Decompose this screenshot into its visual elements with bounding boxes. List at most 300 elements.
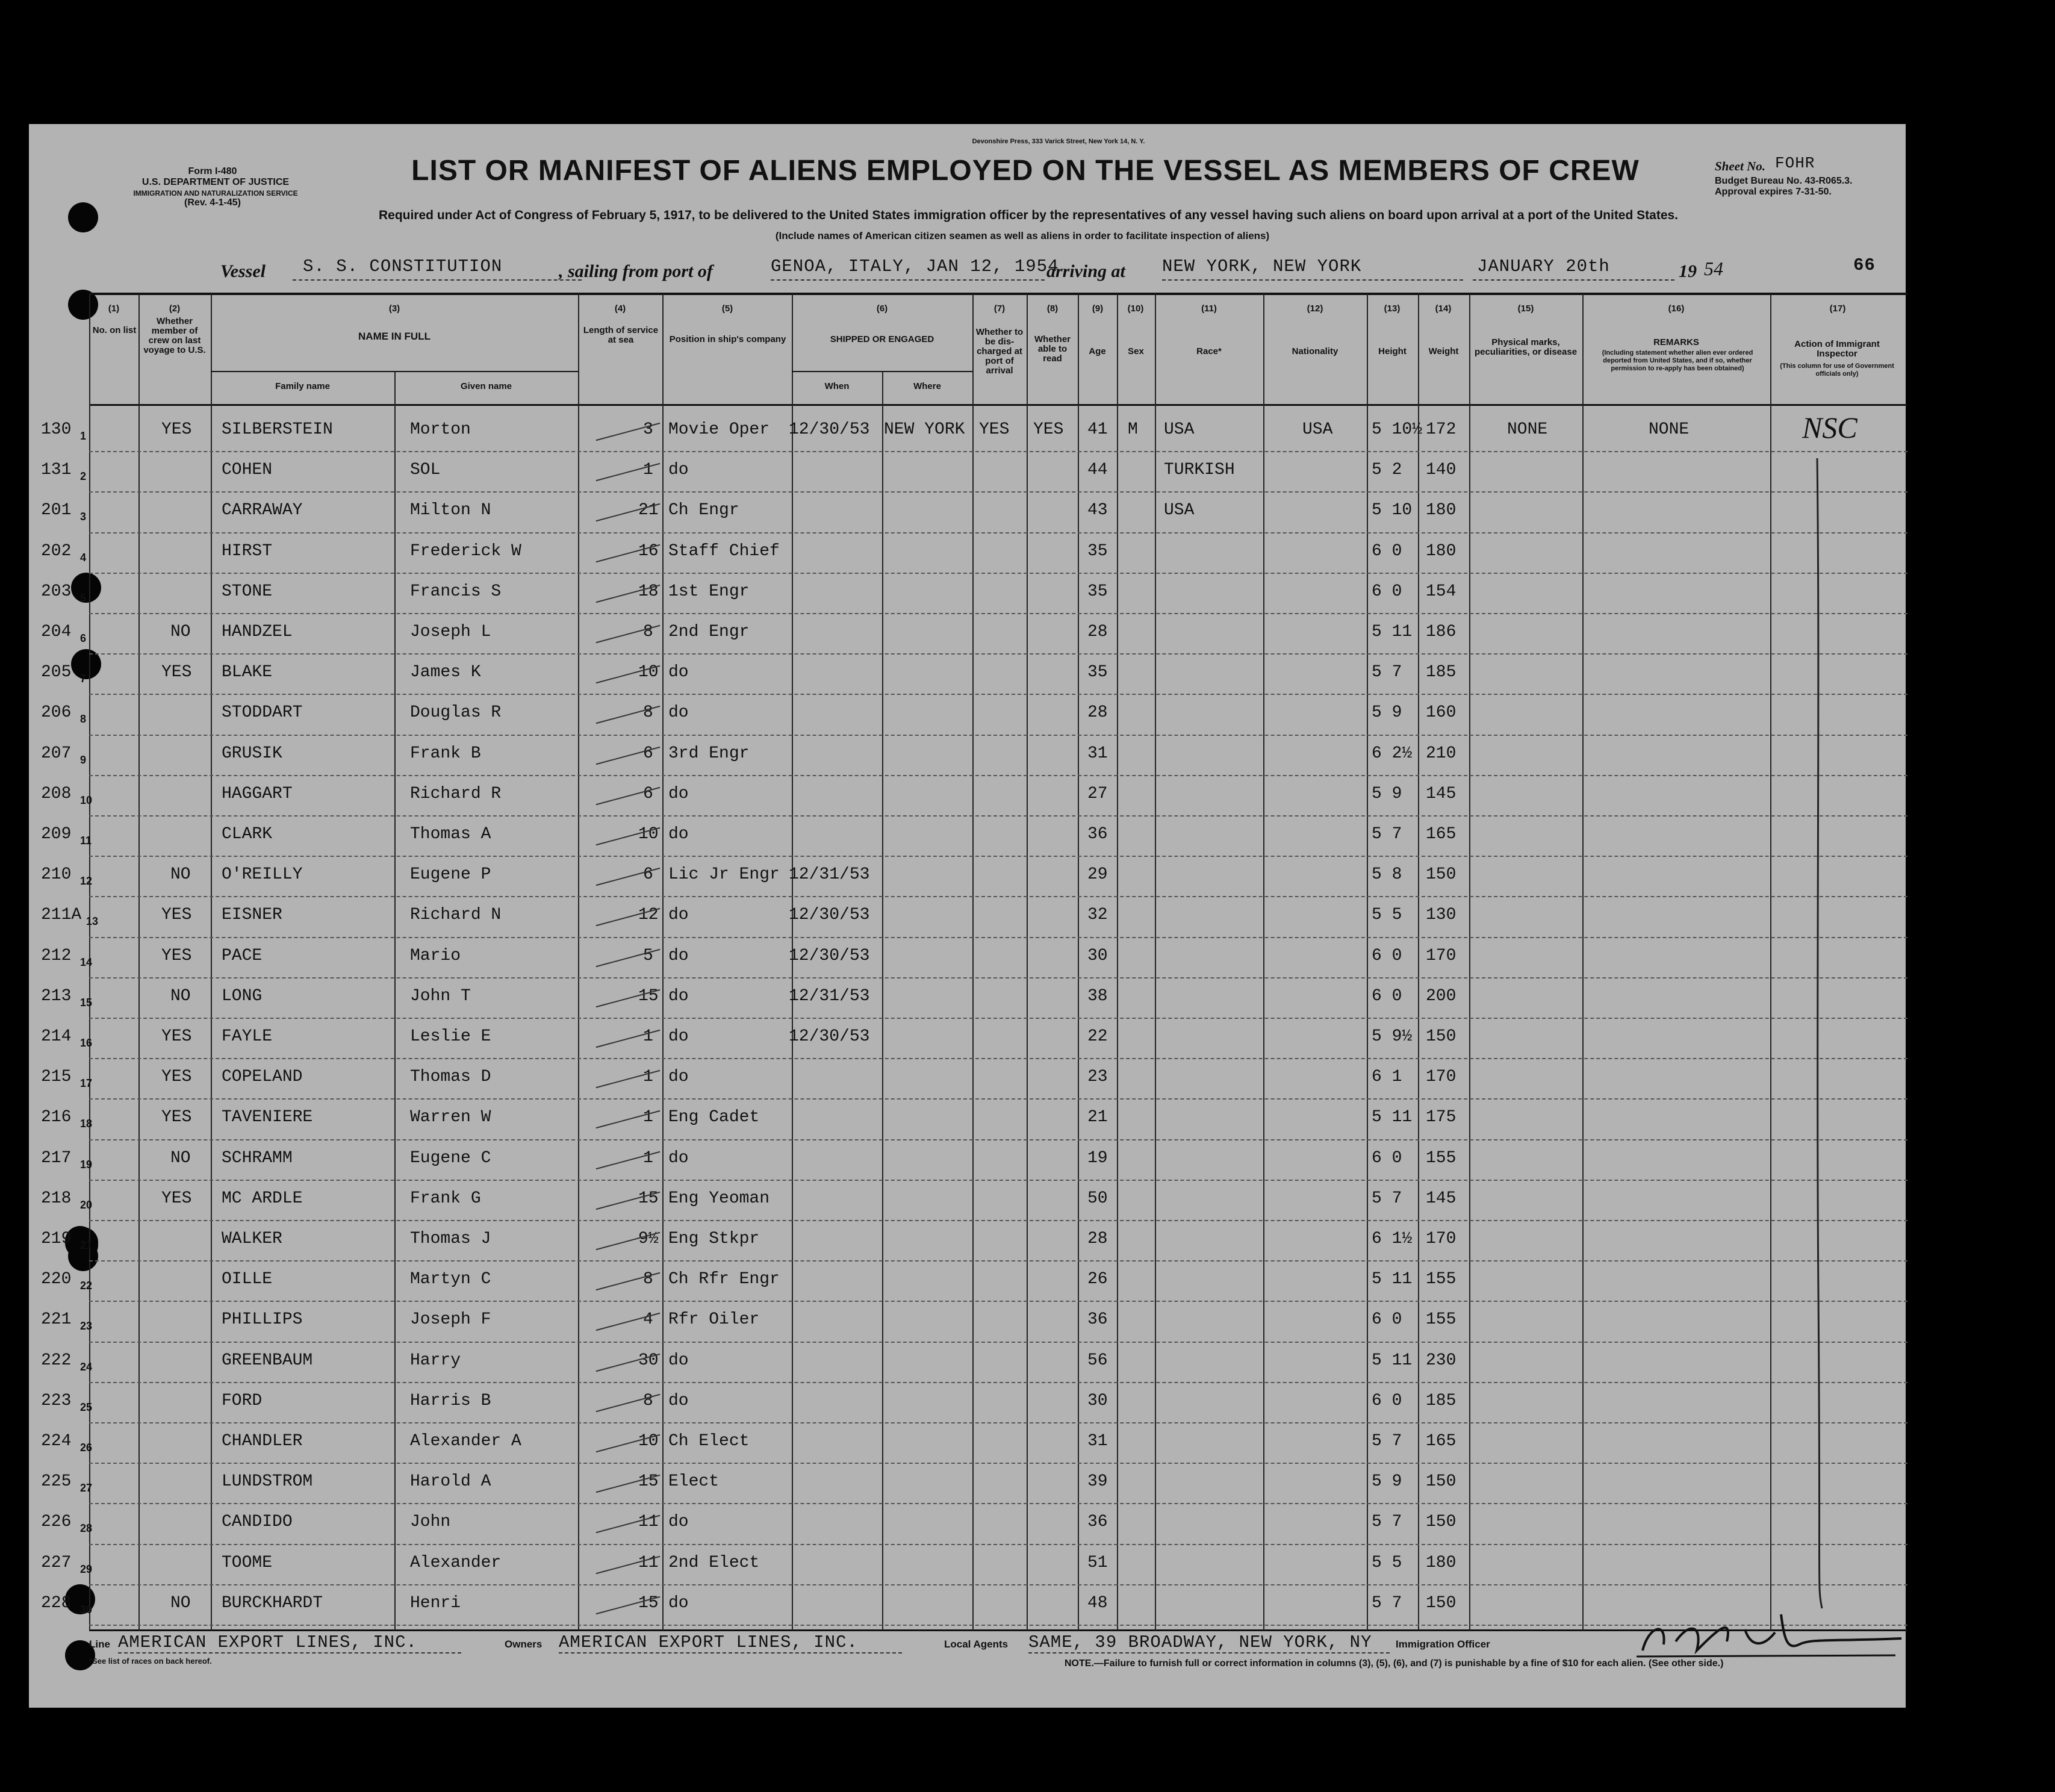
row-separator: [89, 1058, 1907, 1059]
line-label: Line: [89, 1638, 110, 1650]
service-cell: 10: [638, 1432, 659, 1451]
row-separator: [89, 1544, 1907, 1545]
height-cell: 5 11: [1372, 623, 1413, 641]
table-row: [29, 737, 1906, 777]
arrival-underline: [1162, 279, 1463, 281]
revision: (Rev. 4-1-45): [184, 198, 241, 208]
age-cell: 28: [1087, 703, 1108, 723]
weight-cell: 170: [1426, 1068, 1457, 1087]
col13-header: Height: [1378, 346, 1407, 356]
family-name-cell: WALKER: [222, 1230, 282, 1248]
position-cell: Movie Oper: [668, 420, 770, 439]
given-name-cell: Richard R: [410, 784, 502, 803]
row-separator: [89, 451, 1907, 452]
ref-number-cell: 209: [41, 825, 72, 844]
line-number-cell: 13: [86, 915, 99, 928]
age-cell: 31: [1087, 744, 1108, 763]
line-number-cell: 27: [80, 1482, 93, 1495]
discharged-cell: YES: [979, 420, 1010, 439]
family-name-cell: LONG: [222, 986, 263, 1006]
table-row: [29, 939, 1906, 980]
service-cell: 15: [638, 1593, 659, 1613]
weight-cell: 230: [1426, 1351, 1457, 1370]
weight-cell: 155: [1426, 1310, 1457, 1330]
height-cell: 5 7: [1372, 663, 1402, 682]
member-cell: YES: [161, 663, 192, 682]
weight-cell: 160: [1426, 703, 1457, 723]
position-cell: do: [668, 1513, 689, 1532]
member-cell: NO: [170, 623, 191, 641]
table-row: [29, 413, 1906, 453]
line-number-cell: 19: [80, 1158, 93, 1171]
age-cell: 43: [1087, 501, 1108, 520]
height-cell: 5 7: [1372, 1432, 1402, 1451]
row-separator: [89, 1584, 1907, 1585]
service-cell: 3: [643, 420, 653, 439]
family-name-cell: FAYLE: [222, 1027, 273, 1046]
family-name-cell: TOOME: [222, 1553, 273, 1572]
owners-underline: [559, 1652, 902, 1654]
height-cell: 5 5: [1372, 906, 1402, 925]
position-cell: Eng Yeoman: [668, 1189, 770, 1208]
ref-number-cell: 205: [41, 663, 72, 682]
height-cell: 5 11: [1372, 1270, 1413, 1289]
col8-header: Whether able to read: [1034, 334, 1071, 364]
height-cell: 5 7: [1372, 1593, 1402, 1613]
height-cell: 6 1: [1372, 1068, 1402, 1087]
given-name-cell: Joseph L: [410, 623, 491, 641]
age-cell: 38: [1087, 986, 1108, 1006]
table-row: [29, 980, 1906, 1020]
col4-header: Length of service at sea: [583, 325, 659, 345]
officer-label: Immigration Officer: [1396, 1638, 1490, 1650]
member-cell: YES: [161, 1108, 192, 1127]
name-subheader-line: [211, 371, 578, 372]
ref-number-cell: 204: [41, 623, 72, 641]
member-cell: NO: [170, 986, 191, 1006]
height-cell: 6 0: [1372, 541, 1402, 561]
table-row: [29, 1465, 1906, 1505]
age-cell: 28: [1087, 623, 1108, 641]
sailing-label: , sailing from port of: [559, 261, 713, 281]
weight-cell: 185: [1426, 1391, 1457, 1410]
shipped-when-header: When: [824, 381, 850, 391]
page-number: 66: [1853, 255, 1876, 275]
ref-number-cell: 216: [41, 1108, 72, 1127]
family-name-cell: BLAKE: [222, 663, 273, 682]
age-cell: 23: [1087, 1068, 1108, 1087]
shipped-where-cell: NEW YORK: [884, 420, 965, 439]
family-name-cell: TAVENIERE: [222, 1108, 313, 1127]
service-cell: 18: [638, 582, 659, 601]
position-cell: Staff Chief: [668, 541, 780, 561]
col17-subheader: (This column for use of Government officials only): [1780, 362, 1894, 378]
position-cell: Lic Jr Engr: [668, 865, 780, 885]
position-cell: do: [668, 1148, 689, 1168]
table-row: [29, 1587, 1906, 1627]
height-cell: 6 0: [1372, 986, 1402, 1006]
service-cell: 1: [643, 1068, 653, 1087]
sheet-no-value: FOHR: [1775, 154, 1815, 172]
family-name-cell: FORD: [222, 1391, 263, 1410]
service-cell: 10: [638, 663, 659, 682]
age-cell: 56: [1087, 1351, 1108, 1370]
height-cell: 6 0: [1372, 1310, 1402, 1330]
row-separator: [89, 694, 1907, 695]
age-cell: 36: [1087, 1310, 1108, 1330]
given-name-cell: Douglas R: [410, 703, 502, 723]
age-cell: 35: [1087, 582, 1108, 601]
col6-number: (6): [876, 303, 888, 314]
height-cell: 5 11: [1372, 1351, 1413, 1370]
service-cell: 6: [643, 744, 653, 763]
member-cell: NO: [170, 1148, 191, 1168]
col17-header: Action of Immigrant Inspector: [1794, 339, 1880, 359]
family-name-cell: BURCKHARDT: [222, 1593, 323, 1613]
height-cell: 5 9½: [1372, 1027, 1413, 1046]
age-cell: 50: [1087, 1189, 1108, 1208]
family-name-cell: PHILLIPS: [222, 1310, 303, 1330]
age-cell: 44: [1087, 461, 1108, 480]
weight-cell: 150: [1426, 1513, 1457, 1532]
line-number-cell: 18: [80, 1118, 93, 1130]
table-top-border: [89, 293, 1907, 295]
family-name-cell: COHEN: [222, 461, 273, 480]
table-row: [29, 1142, 1906, 1182]
table-row: [29, 1020, 1906, 1060]
owners-value: AMERICAN EXPORT LINES, INC.: [559, 1632, 858, 1652]
given-name-cell: Thomas J: [410, 1230, 491, 1248]
shipped-when-cell: 12/30/53: [789, 946, 870, 965]
family-name-header: Family name: [275, 381, 330, 391]
col14-header: Weight: [1428, 346, 1459, 356]
ref-number-cell: 221: [41, 1310, 72, 1330]
line-number-cell: 25: [80, 1401, 93, 1413]
service-cell: 5: [643, 946, 653, 965]
position-cell: 2nd Elect: [668, 1553, 760, 1572]
sheet-no-label: Sheet No.: [1715, 159, 1765, 173]
height-cell: 6 0: [1372, 1391, 1402, 1410]
position-cell: do: [668, 906, 689, 925]
height-cell: 5 7: [1372, 825, 1402, 844]
position-cell: do: [668, 986, 689, 1006]
line-number-cell: 14: [80, 956, 93, 968]
line-number-cell: 16: [80, 1037, 93, 1049]
table-row: [29, 1182, 1906, 1222]
ref-number-cell: 224: [41, 1432, 72, 1451]
member-cell: YES: [161, 420, 192, 439]
row-separator: [89, 1301, 1907, 1302]
weight-cell: 155: [1426, 1148, 1457, 1168]
race-cell: TURKISH: [1164, 461, 1235, 480]
col5-header: Position in ship's company: [669, 334, 786, 344]
table-row: [29, 1303, 1906, 1343]
table-row: [29, 1344, 1906, 1384]
age-cell: 28: [1087, 1230, 1108, 1248]
service-cell: 15: [638, 986, 659, 1006]
shipped-where-header: Where: [913, 381, 941, 391]
service-cell: 8: [643, 1391, 653, 1410]
service-cell: 1: [643, 1027, 653, 1046]
given-name-cell: Warren W: [410, 1108, 491, 1127]
service-cell: 6: [643, 865, 653, 885]
height-cell: 5 7: [1372, 1189, 1402, 1208]
service-cell: 21: [638, 501, 659, 520]
ref-number-cell: 220: [41, 1270, 72, 1289]
line-number-cell: 17: [80, 1077, 93, 1090]
col5-number: (5): [721, 303, 733, 314]
row-separator: [89, 1139, 1907, 1140]
vessel-label: Vessel: [220, 261, 266, 281]
age-cell: 26: [1087, 1270, 1108, 1289]
given-name-cell: Francis S: [410, 582, 502, 601]
col12-header: Nationality: [1292, 346, 1338, 356]
able-to-read-cell: YES: [1033, 420, 1064, 439]
form-subtitle: Required under Act of Congress of February 5, 1917, to be delivered to the United States immigration officer by the representatives of any vessel having such aliens on board upon arrival at a port of the United States.: [378, 208, 1679, 222]
line-number-cell: 3: [80, 511, 87, 523]
ref-number-cell: 131: [41, 461, 72, 480]
given-name-cell: James K: [410, 663, 481, 682]
shipped-when-cell: 12/30/53: [789, 420, 870, 439]
position-cell: do: [668, 1068, 689, 1087]
col14-number: (14): [1435, 303, 1452, 314]
col15-number: (15): [1517, 303, 1534, 314]
position-cell: do: [668, 703, 689, 723]
sailing-port: GENOA, ITALY, JAN 12, 1954: [771, 257, 1059, 276]
height-cell: 6 0: [1372, 582, 1402, 601]
member-cell: NO: [170, 1593, 191, 1613]
height-cell: 5 10½: [1372, 420, 1423, 439]
line-number-cell: 21: [80, 1239, 93, 1251]
nationality-cell: USA: [1302, 420, 1333, 439]
row-separator: [89, 491, 1907, 493]
col3-number: (3): [388, 303, 400, 314]
given-name-cell: Frank G: [410, 1189, 481, 1208]
family-name-cell: STODDART: [222, 703, 303, 723]
col2-header: Whether member of crew on last voyage to U.S.: [143, 316, 206, 355]
line-number-cell: 30: [80, 1603, 93, 1616]
weight-cell: 210: [1426, 744, 1457, 763]
weight-cell: 186: [1426, 623, 1457, 641]
line-number-cell: 4: [80, 551, 87, 564]
service-cell: 10: [638, 825, 659, 844]
position-cell: do: [668, 1391, 689, 1410]
table-row: [29, 494, 1906, 534]
position-cell: 1st Engr: [668, 582, 750, 601]
age-cell: 51: [1087, 1553, 1108, 1572]
service-cell: 8: [643, 703, 653, 723]
line-value: AMERICAN EXPORT LINES, INC.: [118, 1632, 417, 1652]
ref-number-cell: 222: [41, 1351, 72, 1370]
col16-header: REMARKS: [1653, 337, 1699, 347]
inspector-initials: NSC: [1802, 411, 1858, 444]
service-cell: 15: [638, 1472, 659, 1492]
given-name-cell: Eugene P: [410, 865, 491, 885]
line-number-cell: 6: [80, 632, 87, 644]
weight-cell: 185: [1426, 663, 1457, 682]
line-number-cell: 2: [80, 470, 87, 483]
service-cell: 8: [643, 1270, 653, 1289]
table-row: [29, 615, 1906, 656]
form-subtitle2: (Include names of American citizen seamen as well as aliens in order to facilitate inspection of aliens): [775, 230, 1270, 241]
given-name-cell: Richard N: [410, 906, 502, 925]
ref-number-cell: 201: [41, 501, 72, 520]
weight-cell: 172: [1426, 420, 1457, 439]
age-cell: 22: [1087, 1027, 1108, 1046]
physical-marks-cell: NONE: [1507, 420, 1548, 439]
given-name-cell: Martyn C: [410, 1270, 491, 1289]
weight-cell: 170: [1426, 1230, 1457, 1248]
col13-number: (13): [1384, 303, 1401, 314]
member-cell: YES: [161, 1189, 192, 1208]
family-name-cell: GRUSIK: [222, 744, 282, 763]
height-cell: 6 0: [1372, 1148, 1402, 1168]
row-separator: [89, 1503, 1907, 1504]
table-row: [29, 818, 1906, 858]
height-cell: 5 8: [1372, 865, 1402, 885]
line-number-cell: 5: [80, 591, 87, 604]
col10-number: (10): [1127, 303, 1144, 314]
col3-header: NAME IN FULL: [358, 331, 431, 342]
year-value: 54: [1704, 258, 1723, 279]
line-number-cell: 7: [80, 673, 87, 685]
family-name-cell: HANDZEL: [222, 623, 293, 641]
manifest-sheet: [29, 124, 1906, 1708]
family-name-cell: CLARK: [222, 825, 273, 844]
family-name-cell: EISNER: [222, 906, 282, 925]
shipped-when-cell: 12/31/53: [789, 986, 870, 1006]
service-cell: 4: [643, 1310, 653, 1330]
ref-number-cell: 212: [41, 946, 72, 965]
given-name-cell: Morton: [410, 420, 471, 439]
given-name-cell: Alexander: [410, 1553, 502, 1572]
weight-cell: 165: [1426, 1432, 1457, 1451]
remarks-cell: NONE: [1649, 420, 1690, 439]
weight-cell: 150: [1426, 1593, 1457, 1613]
arrival-date: JANUARY 20th: [1477, 257, 1610, 276]
line-number-cell: 15: [80, 996, 93, 1009]
position-cell: Ch Rfr Engr: [668, 1270, 780, 1289]
weight-cell: 165: [1426, 825, 1457, 844]
col7-number: (7): [993, 303, 1006, 314]
member-cell: YES: [161, 946, 192, 965]
row-separator: [89, 1382, 1907, 1383]
col16-subheader: (Including statement whether alien ever ordered deported from United States, and if so, whether permission to re-apply has been obtained): [1602, 349, 1753, 372]
age-cell: 32: [1087, 906, 1108, 925]
line-number-cell: 8: [80, 713, 87, 726]
service-cell: 11: [638, 1553, 659, 1572]
given-name-cell: Leslie E: [410, 1027, 491, 1046]
line-number-cell: 22: [80, 1280, 93, 1292]
height-cell: 5 7: [1372, 1513, 1402, 1532]
line-number-cell: 29: [80, 1563, 93, 1575]
position-cell: do: [668, 461, 689, 480]
col6-header: SHIPPED OR ENGAGED: [830, 334, 934, 344]
given-name-cell: John T: [410, 986, 471, 1006]
given-name-cell: Mario: [410, 946, 461, 965]
line-underline: [118, 1652, 461, 1654]
table-row: [29, 858, 1906, 898]
given-name-cell: Eugene C: [410, 1148, 491, 1168]
col9-header: Age: [1089, 346, 1106, 356]
table-row: [29, 1384, 1906, 1425]
given-name-header: Given name: [460, 381, 512, 391]
year-prefix: 19: [1679, 261, 1697, 281]
ref-number-cell: 225: [41, 1472, 72, 1492]
given-name-cell: Henri: [410, 1593, 461, 1613]
service-cell: 15: [638, 1189, 659, 1208]
position-cell: Ch Engr: [668, 501, 739, 520]
row-separator: [89, 1422, 1907, 1423]
height-cell: 6 1½: [1372, 1230, 1413, 1248]
ref-number-cell: 226: [41, 1513, 72, 1532]
table-row: [29, 1263, 1906, 1303]
ref-number-cell: 203: [41, 582, 72, 601]
weight-cell: 180: [1426, 501, 1457, 520]
col17-number: (17): [1829, 303, 1846, 314]
agents-value: SAME, 39 BROADWAY, NEW YORK, NY: [1028, 1632, 1372, 1652]
weight-cell: 200: [1426, 986, 1457, 1006]
ref-number-cell: 130: [41, 420, 72, 439]
height-cell: 5 2: [1372, 461, 1402, 480]
line-number-cell: 24: [80, 1360, 93, 1373]
age-cell: 19: [1087, 1148, 1108, 1168]
vessel-underline: [293, 279, 582, 281]
height-cell: 5 9: [1372, 703, 1402, 723]
age-cell: 36: [1087, 1513, 1108, 1532]
line-number-cell: 12: [80, 875, 93, 888]
position-cell: do: [668, 663, 689, 682]
table-row: [29, 453, 1906, 494]
row-separator: [89, 1260, 1907, 1262]
col16-number: (16): [1668, 303, 1685, 314]
position-cell: do: [668, 1593, 689, 1613]
height-cell: 6 0: [1372, 946, 1402, 965]
service-cell: 16: [638, 541, 659, 561]
table-row: [29, 696, 1906, 736]
service-cell: 8: [643, 623, 653, 641]
member-cell: YES: [161, 1027, 192, 1046]
service-cell: 1: [643, 1148, 653, 1168]
position-cell: 2nd Engr: [668, 623, 750, 641]
given-name-cell: Joseph F: [410, 1310, 491, 1330]
owners-label: Owners: [505, 1638, 543, 1650]
row-separator: [89, 1463, 1907, 1464]
family-name-cell: HIRST: [222, 541, 273, 561]
inspector-ditto-line: [1805, 452, 1841, 1626]
weight-cell: 145: [1426, 784, 1457, 803]
ref-number-cell: 227: [41, 1553, 72, 1572]
ref-number-cell: 215: [41, 1068, 72, 1087]
ref-number-cell: 202: [41, 541, 72, 561]
ref-number-cell: 217: [41, 1148, 72, 1168]
row-separator: [89, 775, 1907, 776]
officer-signature: [1631, 1608, 1907, 1663]
col7-header: Whether to be dis-charged at port of arrival: [975, 327, 1024, 376]
row-separator: [89, 1180, 1907, 1181]
age-cell: 39: [1087, 1472, 1108, 1492]
table-row: [29, 656, 1906, 696]
service-cell: 6: [643, 784, 653, 803]
family-name-cell: SILBERSTEIN: [222, 420, 333, 439]
ref-number-cell: 218: [41, 1189, 72, 1208]
shipped-subheader-line: [792, 371, 972, 372]
height-cell: 5 11: [1372, 1108, 1413, 1127]
table-row: [29, 1101, 1906, 1141]
age-cell: 36: [1087, 825, 1108, 844]
given-name-cell: Harry: [410, 1351, 461, 1370]
family-name-cell: HAGGART: [222, 784, 293, 803]
